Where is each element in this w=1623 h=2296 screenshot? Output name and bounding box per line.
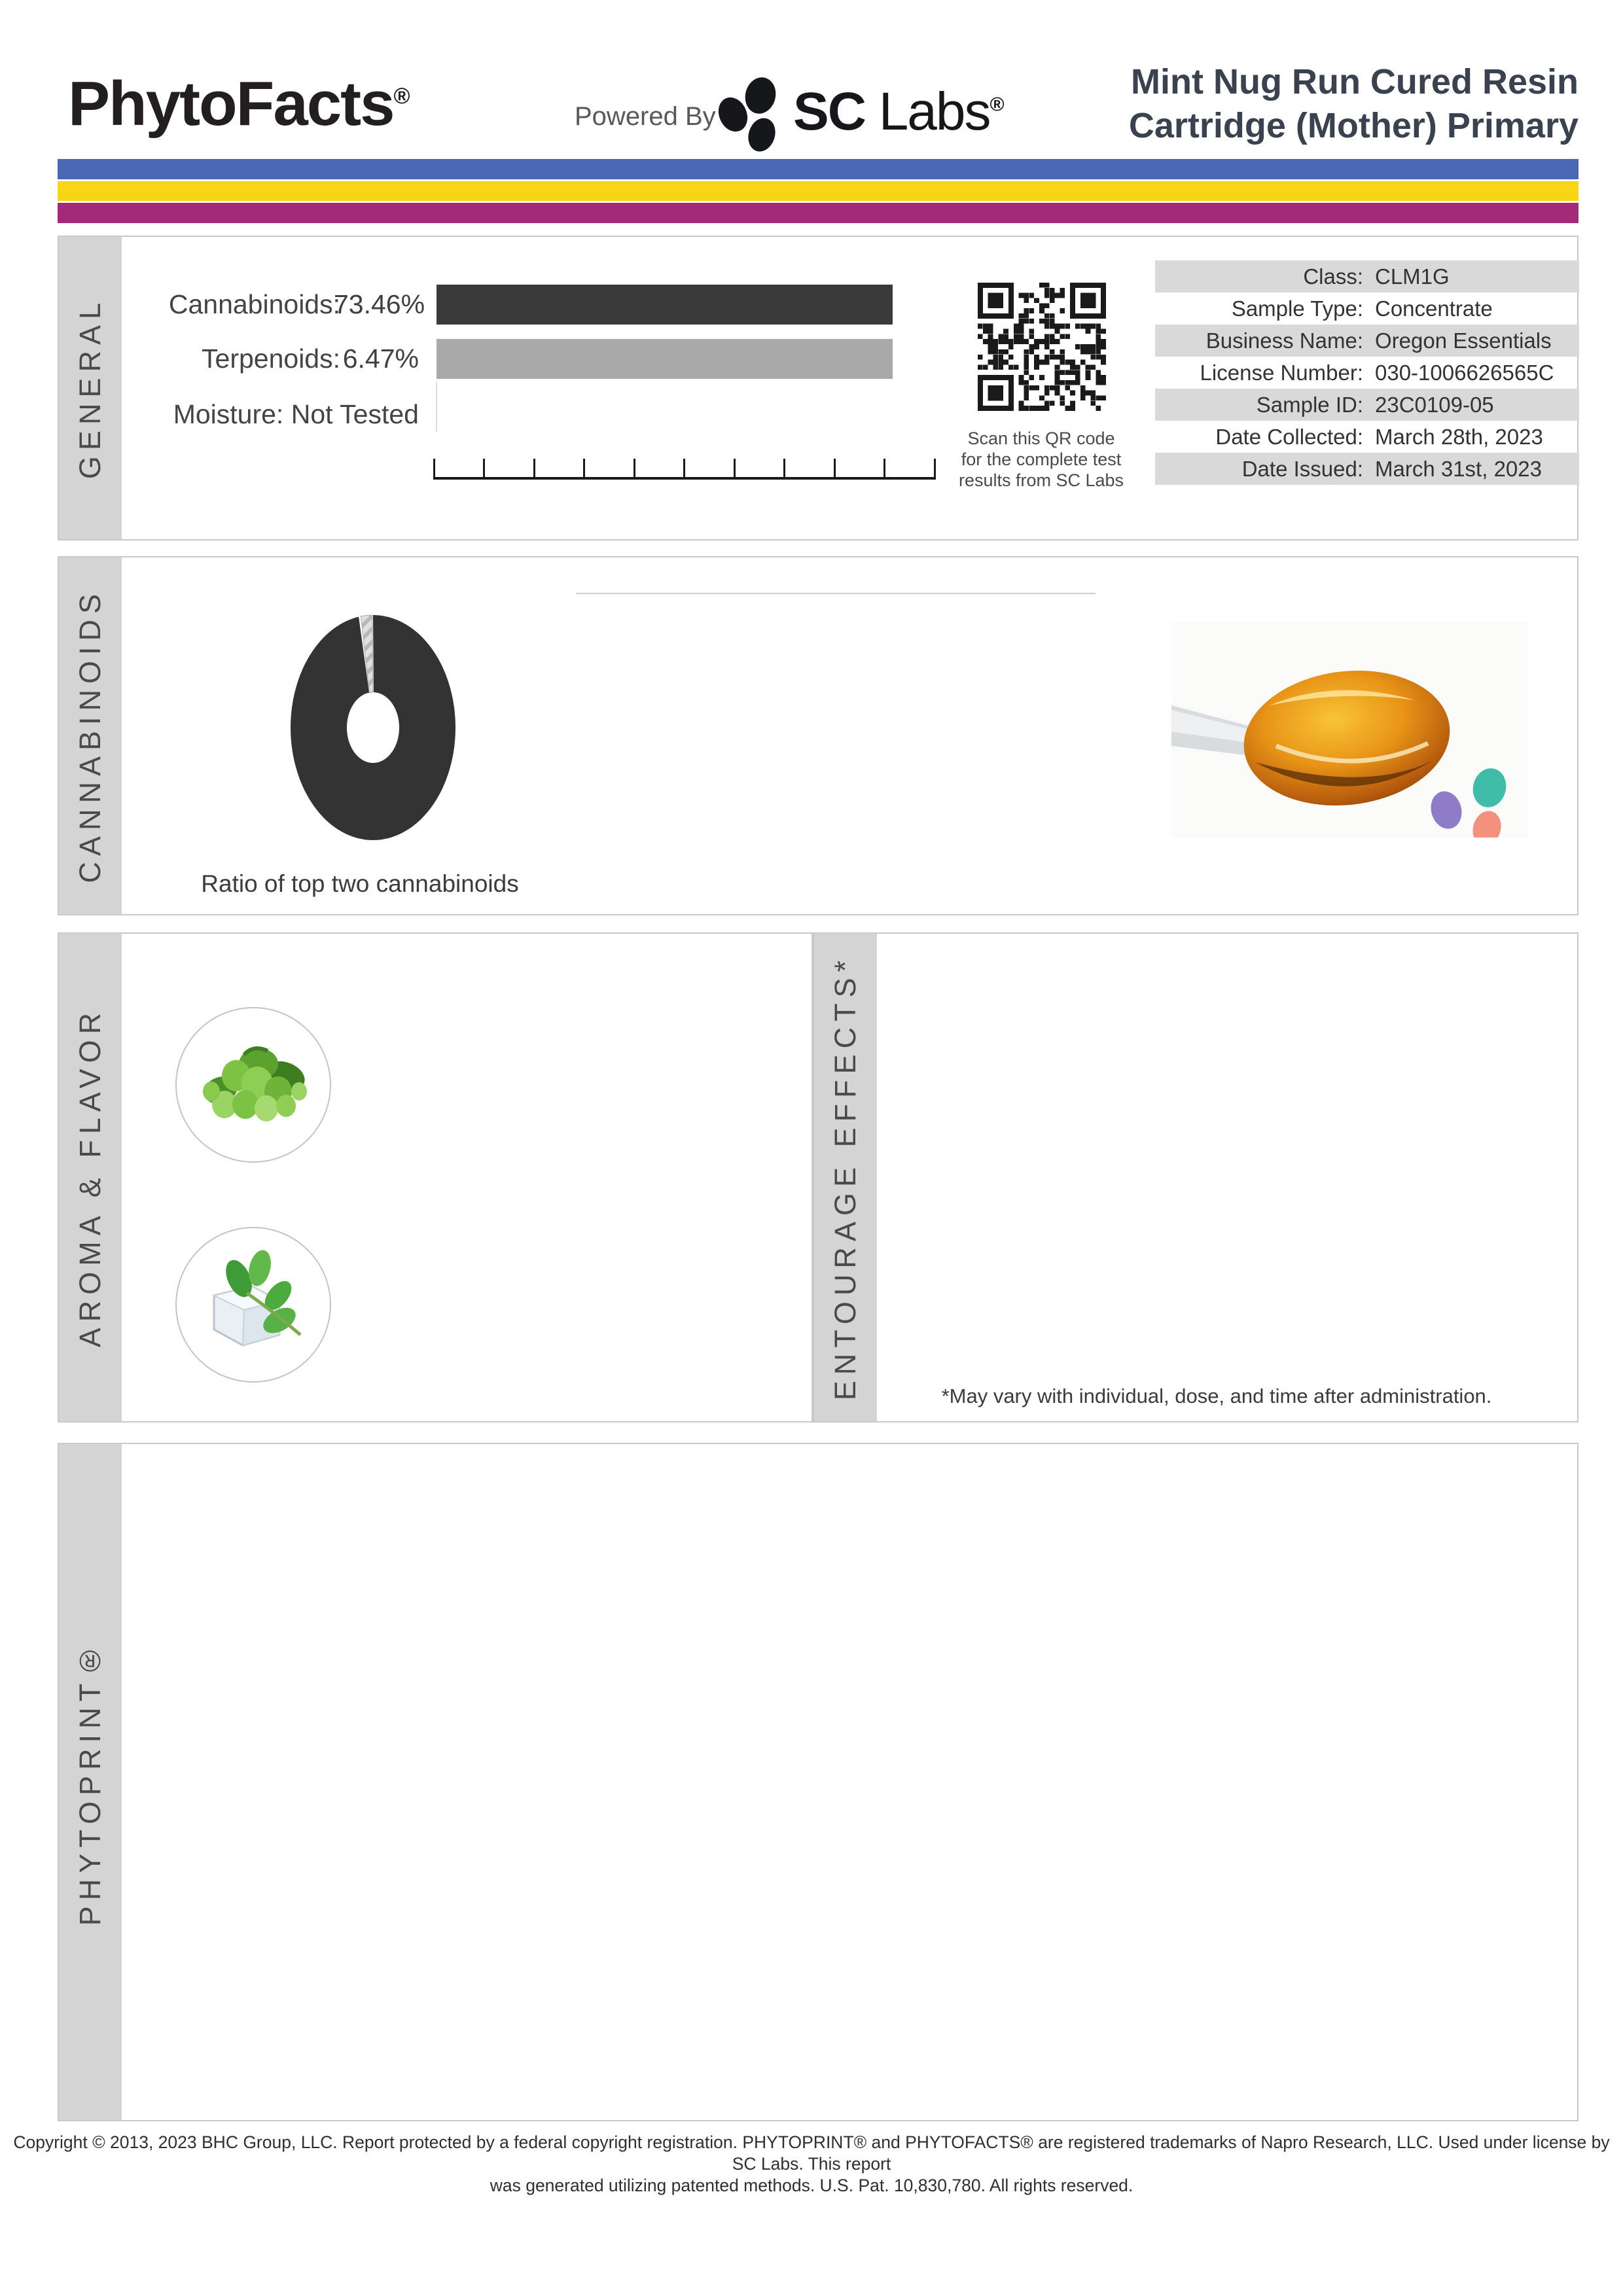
section-entourage-side	[814, 934, 877, 1421]
axis-tick	[583, 459, 585, 480]
section-aroma-side	[59, 934, 122, 1421]
entourage-effects-chart	[882, 957, 1537, 1381]
info-row	[1155, 453, 1579, 485]
cannabinoid-ratio-donut	[124, 589, 622, 870]
section-entourage	[813, 932, 1578, 1422]
section-phytoprint-side	[59, 1444, 122, 2120]
section-general	[58, 236, 1578, 540]
qr-code	[978, 283, 1106, 414]
cannabinoids-total-bar	[437, 285, 893, 325]
info-value: Oregon Essentials	[1375, 328, 1552, 353]
qr-caption: Scan this QR code for the complete test results from SC Labs	[958, 429, 1124, 490]
terpenoids-total-bar	[437, 339, 893, 379]
terpenoids-total-value: 6.47%	[342, 344, 419, 374]
section-aroma-flavor	[58, 932, 813, 1422]
moisture-label: Moisture:	[173, 399, 284, 429]
axis-tick	[834, 459, 836, 480]
sample-title-line1: Mint Nug Run Cured Resin	[1131, 62, 1578, 101]
info-label: Business Name:	[1205, 328, 1363, 353]
info-label: Sample Type:	[1231, 296, 1363, 321]
section-cannabinoids-side	[59, 557, 122, 914]
info-row	[1155, 292, 1579, 325]
info-row	[1155, 357, 1579, 389]
sample-title	[916, 60, 1578, 148]
entourage-footnote: *May vary with individual, dose, and time after administration.	[941, 1385, 1492, 1407]
info-value: 23C0109-05	[1375, 392, 1494, 417]
info-row	[1155, 389, 1579, 421]
product-photo	[1171, 622, 1528, 838]
sc-labs-petals-icon	[711, 77, 788, 154]
copyright-footer: Copyright © 2013, 2023 BHC Group, LLC. Report protected by a federal copyright registration. PHYTOPRINT® and PHYTOFACTS® are registered trademarks of Napro Research, LLC. Used under license by SC Labs. This report was generated utilizing patented methods. U.S. Pat. 10,830,780. All rights reserved.	[13, 2132, 1610, 2195]
section-phytoprint	[58, 1443, 1578, 2121]
stripe-blue	[58, 159, 1578, 179]
bar-axis	[433, 457, 936, 480]
info-label: Date Collected:	[1215, 424, 1363, 449]
moisture-row	[137, 399, 419, 430]
section-cannabinoids-label: CANNABINOIDS	[73, 588, 107, 883]
axis-tick	[633, 459, 635, 480]
axis-tick	[883, 459, 885, 480]
cannabinoids-total-value: 73.46%	[334, 289, 425, 319]
axis-tick	[683, 459, 685, 480]
stripe-magenta	[58, 203, 1578, 223]
info-row	[1155, 421, 1579, 453]
info-value: 030-1006626565C	[1375, 360, 1554, 385]
axis-tick	[483, 459, 485, 480]
sample-info-table	[1155, 260, 1579, 485]
stripe-yellow	[58, 181, 1578, 201]
moisture-value: Not Tested	[291, 399, 419, 429]
sc-labs-wordmark: SC Labs®	[793, 82, 1003, 141]
info-value: March 28th, 2023	[1375, 424, 1543, 449]
axis-tick	[783, 459, 785, 480]
info-row	[1155, 325, 1579, 357]
info-label: Class:	[1303, 264, 1363, 289]
phytofacts-logo: PhytoFacts®	[68, 69, 409, 139]
section-entourage-label: ENTOURAGE EFFECTS*	[829, 954, 862, 1401]
aroma-flavor-radar-chart	[224, 938, 800, 1369]
cannabinoids-total-label: Cannabinoids:	[168, 289, 340, 319]
info-label: Sample ID:	[1256, 392, 1363, 417]
donut-slice-THC	[291, 615, 455, 840]
section-phytoprint-label: PHYTOPRINT®	[73, 1638, 107, 1926]
terpenoids-total-label: Terpenoids:	[202, 344, 340, 374]
axis-tick	[433, 459, 435, 480]
section-aroma-label: AROMA & FLAVOR	[73, 1007, 107, 1348]
axis-tick	[533, 459, 535, 480]
info-value: March 31st, 2023	[1375, 456, 1542, 481]
bar-axis-origin-line	[436, 382, 437, 432]
powered-by-label: Powered By	[575, 102, 716, 131]
info-row	[1155, 260, 1579, 292]
sample-title-line2: Cartridge (Mother) Primary	[1128, 106, 1578, 145]
cannabinoid-table	[576, 593, 1096, 594]
donut-caption: Ratio of top two cannabinoids	[201, 870, 519, 897]
info-value: CLM1G	[1375, 264, 1450, 289]
info-value: Concentrate	[1375, 296, 1493, 321]
axis-tick	[734, 459, 736, 480]
section-general-side	[59, 237, 122, 539]
section-general-label: GENERAL	[73, 296, 107, 480]
section-cannabinoids	[58, 556, 1578, 915]
info-label: License Number:	[1200, 360, 1363, 385]
info-label: Date Issued:	[1241, 456, 1363, 481]
